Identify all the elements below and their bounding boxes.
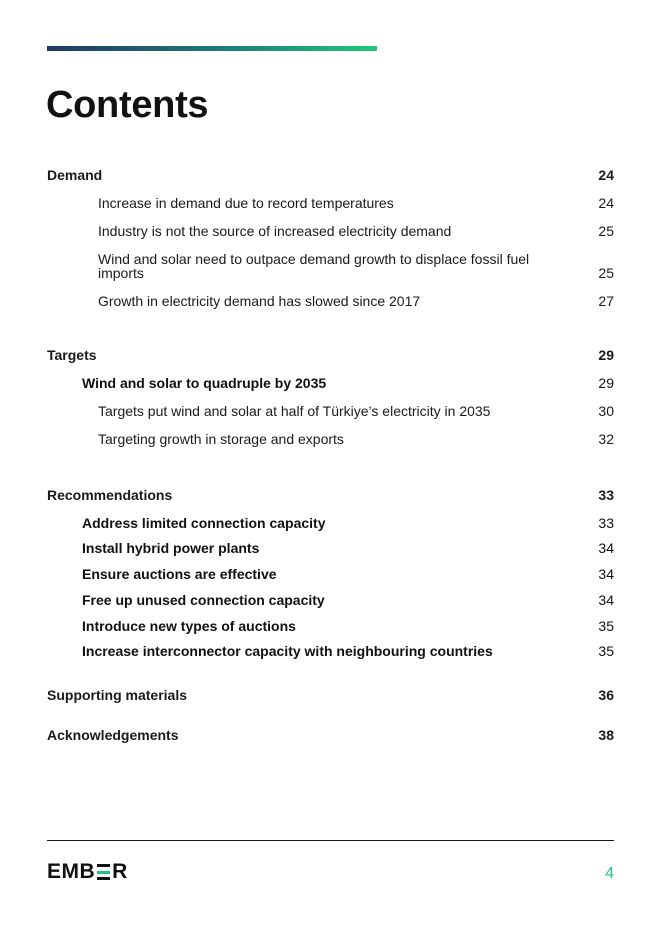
toc-entry-page: 33 — [598, 515, 614, 531]
toc-entry[interactable] — [47, 294, 614, 308]
footer-divider — [47, 840, 614, 841]
toc-entry-label: Targets — [47, 347, 97, 363]
logo-text-right: R — [112, 860, 128, 883]
toc-entry-targets[interactable] — [47, 348, 614, 362]
page-title: Contents — [46, 84, 209, 126]
toc-entry-label: Targets put wind and solar at half of Türkiye’s electricity in 2035 — [98, 403, 491, 419]
toc-entry-page: 33 — [598, 487, 614, 503]
toc-entry-page: 24 — [598, 195, 614, 211]
toc-entry-page: 34 — [598, 592, 614, 608]
toc-entry-page: 29 — [598, 375, 614, 391]
toc-entry[interactable] — [47, 516, 614, 530]
toc-entry[interactable] — [47, 541, 614, 555]
toc-entry-label: Demand — [47, 167, 103, 183]
toc-entry[interactable] — [47, 196, 614, 210]
toc-entry-label: Introduce new types of auctions — [82, 618, 296, 634]
toc-entry-page: 24 — [598, 167, 614, 183]
logo-e-icon — [97, 864, 110, 880]
toc-entry[interactable] — [47, 432, 614, 446]
toc-entry-acknowledgements[interactable] — [47, 728, 614, 742]
toc-entry-label: Ensure auctions are effective — [82, 566, 277, 582]
toc-entry-label: Free up unused connection capacity — [82, 592, 325, 608]
toc-entry-page: 32 — [598, 431, 614, 447]
toc-entry[interactable] — [47, 644, 614, 658]
toc-entry-label: Supporting materials — [47, 687, 188, 703]
toc-entry-label: Acknowledgements — [47, 727, 179, 743]
toc-entry-label: Install hybrid power plants — [82, 540, 260, 556]
toc-entry-recommendations[interactable] — [47, 488, 614, 502]
toc-entry-label: Increase interconnector capacity with neighbouring countries — [82, 643, 493, 659]
toc-entry-label: Address limited connection capacity — [82, 515, 326, 531]
page-number: 4 — [605, 865, 614, 882]
toc-entry-demand[interactable] — [47, 168, 614, 182]
toc-entry[interactable] — [47, 567, 614, 581]
toc-entry-page: 36 — [598, 687, 614, 703]
toc-entry-label: Wind and solar need to outpace demand growth to displace fossil fuel imports — [98, 251, 530, 281]
toc-entry-page: 34 — [598, 566, 614, 582]
toc-entry-page: 35 — [598, 618, 614, 634]
toc-entry-label: Growth in electricity demand has slowed since 2017 — [98, 293, 421, 309]
toc-entry-page: 29 — [598, 347, 614, 363]
toc-entry-page: 35 — [598, 643, 614, 659]
header-gradient-bar — [47, 46, 377, 51]
toc-entry-label: Increase in demand due to record temperatures — [98, 195, 394, 211]
ember-logo — [47, 862, 128, 882]
toc-entry[interactable] — [47, 404, 614, 418]
logo-text-left: EMB — [47, 860, 96, 883]
toc-entry-page: 25 — [598, 223, 614, 239]
toc-entry-page: 38 — [598, 727, 614, 743]
toc-entry[interactable] — [47, 252, 614, 280]
toc-entry[interactable] — [47, 593, 614, 607]
toc-entry[interactable] — [47, 619, 614, 633]
toc-entry-supporting-materials[interactable] — [47, 688, 614, 702]
toc-entry-label: Industry is not the source of increased electricity demand — [98, 223, 452, 239]
toc-entry[interactable] — [47, 376, 614, 390]
toc-entry-label: Targeting growth in storage and exports — [98, 431, 344, 447]
toc-entry-label: Recommendations — [47, 487, 173, 503]
toc-entry-page: 34 — [598, 540, 614, 556]
toc-entry[interactable] — [47, 224, 614, 238]
toc-entry-page: 30 — [598, 403, 614, 419]
toc-entry-page: 25 — [598, 265, 614, 281]
toc-entry-page: 27 — [598, 293, 614, 309]
toc-entry-label: Wind and solar to quadruple by 2035 — [82, 375, 327, 391]
